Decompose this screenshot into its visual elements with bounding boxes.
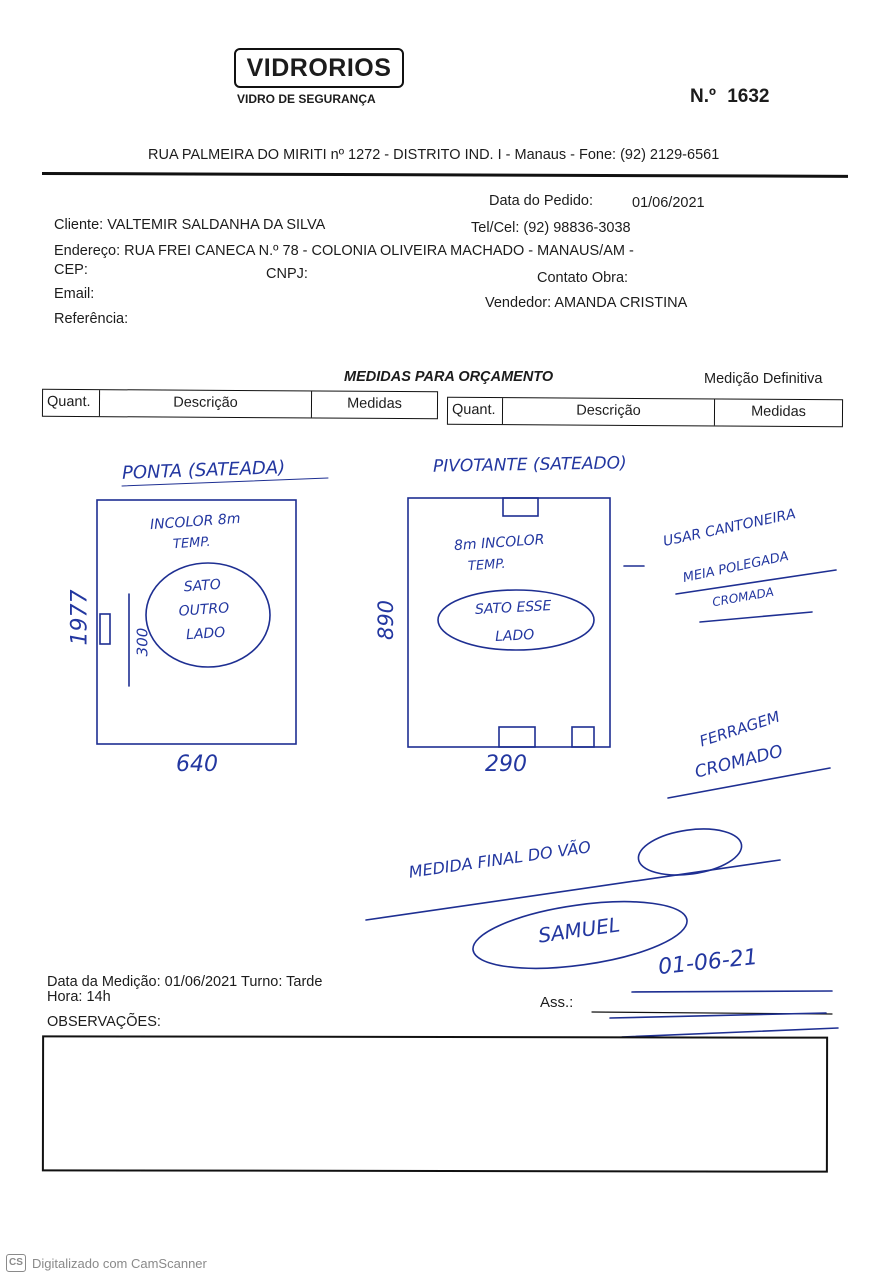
measurement-hour: Hora: 14h: [47, 989, 111, 1005]
measures-title: MEDIDAS PARA ORÇAMENTO: [344, 369, 554, 385]
signature-label: Ass.:: [540, 994, 574, 1011]
left-circle-text: [167, 572, 242, 649]
company-subtitle: VIDRO DE SEGURANÇA: [237, 92, 376, 106]
right-note-2: TEMP.: [467, 556, 507, 575]
right-circle-line: LADO: [494, 626, 535, 645]
seller: Vendedor: AMANDA CRISTINA: [485, 295, 688, 311]
hardware-note-2: CROMADO: [692, 741, 785, 783]
client-name: Cliente: VALTEMIR SALDANHA DA SILVA: [54, 217, 326, 233]
cnpj-label: CNPJ:: [266, 266, 308, 282]
contact-label: Contato Obra:: [537, 270, 629, 286]
right-title: PIVOTANTE (SATEADO): [432, 453, 627, 477]
email-label: Email:: [54, 286, 95, 302]
final-measure-note: MEDIDA FINAL DO VÃO: [407, 837, 592, 882]
company-address: RUA PALMEIRA DO MIRITI nº 1272 - DISTRITO IND. I - Manaus - Fone: (92) 2129-6561: [148, 147, 720, 163]
left-note-2: TEMP.: [172, 534, 212, 553]
col-description: Descrição: [100, 390, 312, 417]
col-quant: Quant.: [448, 398, 503, 424]
left-circle-line: SATO: [183, 576, 222, 596]
col-quant: Quant.: [43, 390, 100, 416]
signature: SAMUEL: [536, 912, 622, 948]
measurement-date: Data da Medição: 01/06/2021 Turno: Tarde: [47, 974, 323, 990]
cep-label: CEP:: [54, 262, 88, 278]
side-note-1: USAR CANTONEIRA: [661, 506, 798, 550]
camscanner-icon: CS: [6, 1254, 26, 1272]
right-lock: [572, 727, 594, 747]
signature-stroke-1: [632, 991, 832, 992]
signature-date: 01-06-21: [656, 944, 759, 981]
signature-stroke-2: [610, 1013, 826, 1018]
left-height: 1977: [67, 589, 93, 646]
hardware-note-1: FERRAGEM: [697, 707, 783, 751]
reference-label: Referência:: [54, 311, 129, 327]
client-phone: Tel/Cel: (92) 98836-3038: [471, 220, 631, 236]
left-hinge: [100, 614, 110, 644]
left-note-1: INCOLOR 8m: [149, 510, 241, 534]
left-width: 640: [176, 752, 218, 777]
col-description: Descrição: [503, 398, 715, 425]
order-number-label: N.º: [690, 86, 716, 107]
right-pivot-bottom: [499, 727, 535, 747]
client-address: Endereço: RUA FREI CANECA N.º 78 - COLONIA OLIVEIRA MACHADO - MANAUS/AM -: [54, 243, 634, 259]
col-measures: Medidas: [751, 403, 806, 420]
left-circle-line: OUTRO: [178, 600, 230, 620]
left-inner: 300: [133, 627, 152, 657]
observations-box: [42, 1035, 828, 1172]
company-logo: VIDRORIOS: [234, 48, 404, 88]
right-height: 890: [374, 599, 399, 641]
side-note-2: MEIA POLEGADA: [681, 548, 791, 587]
side-note-3: CROMADA: [711, 584, 775, 610]
left-circle-line: LADO: [185, 624, 226, 644]
right-width: 290: [485, 752, 527, 777]
order-date: 01/06/2021: [632, 195, 705, 211]
observations-label: OBSERVAÇÕES:: [47, 1014, 161, 1030]
scanner-footer: [6, 1254, 207, 1272]
right-note-1: 8m INCOLOR: [453, 531, 545, 555]
col-measures: Medidas: [347, 395, 402, 412]
left-title: PONTA (SATEADA): [121, 457, 286, 484]
right-circle-text: [453, 591, 576, 653]
side-note-underline-2: [700, 612, 812, 622]
definitive-measure-label: Medição Definitiva: [704, 371, 823, 387]
right-pivot-top: [503, 498, 538, 516]
order-date-label: Data do Pedido:: [489, 193, 593, 209]
right-circle-line: SATO ESSE: [474, 598, 552, 619]
hardware-underline: [668, 768, 830, 798]
order-number-value: 1632: [727, 86, 770, 107]
scanner-text: Digitalizado com CamScanner: [32, 1255, 207, 1271]
